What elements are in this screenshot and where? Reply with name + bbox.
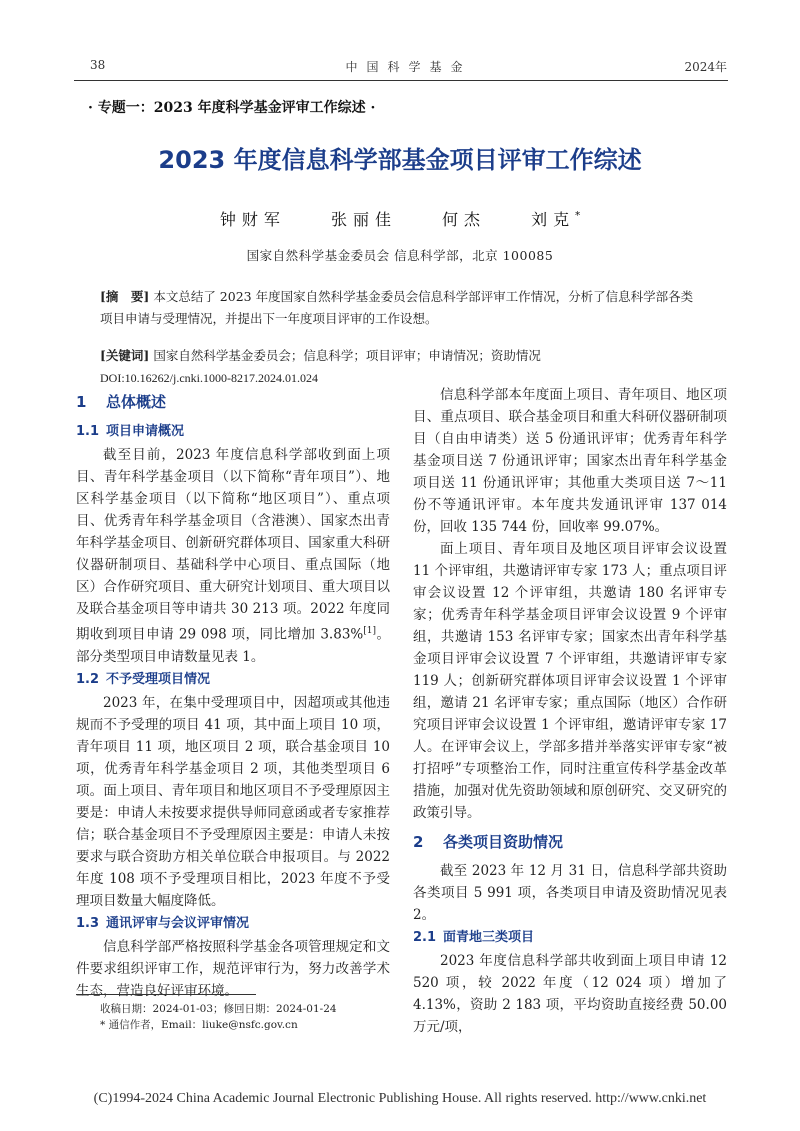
footnote-corresponding: * 通信作者，Email：liuke@nsfc.gov.cn xyxy=(100,1019,298,1031)
section-heading-2: 2 各类项目资助情况 xyxy=(413,833,564,851)
paragraph: 截至 2023 年 12 月 31 日，信息科学部共资助各类项目 5 991 项，各类项目申请及资助情况见表 2。 xyxy=(413,863,727,923)
paragraph: 截至目前，2023 年度信息科学部收到面上项目、青年科学基金项目（以下简称“青年项目”）、地区科学基金项目（以下简称“地区项目”）、重点项目、优秀青年科学基金项目（含港澳）、国家杰出青年科学基金项目、创新研究群体项目、国家重大科研仪器研制项目、基础科学中心项目、重点国际（地区）合作研究项目、重大研究计划项目、重大项目以及联合基金项目等申请共 30 213 项。2022 年度同期收到项目申请 29 098 项，同比增加 3.83%[1]。部分类型项目申请数量见表 1。 xyxy=(76,447,390,665)
affiliation: 国家自然科学基金委员会 信息科学部，北京 100085 xyxy=(246,248,554,263)
subsection-heading-2-1: 2.1 面青地三类项目 xyxy=(413,930,535,945)
author-2: 张丽佳 xyxy=(330,210,397,229)
paragraph: 2023 年，在集中受理项目中，因超项或其他违规而不予受理的项目 41 项，其中面上项目 10 项，青年项目 11 项，地区项目 2 项，联合基金项目 10 项，优秀青年科学基金项目 2 项，其他类型项目 6 项。面上项目、青年项目和地区项目不予受理原因主要是：申请人未按要求提供导师同意函或者专家推荐信；联合基金项目不予受理原因主要是：申请人未按要求与联合资助方相关单位联合申报项目。与 2022 年度 108 项不予受理项目相比，2023 年度不予受理项目数量大幅度降低。 xyxy=(76,694,390,909)
section-heading-1: 1 总体概述 xyxy=(76,393,167,411)
paragraph: 面上项目、青年项目及地区项目评审会议设置 11 个评审组，共邀请评审专家 173 人；重点项目评审会议设置 12 个评审组，共邀请 180 名评审专家；优秀青年科学基金项目评审会议设置 9 个评审组，共邀请 153 名评审专家；国家杰出青年科学基金项目评审会议设置 7 个评审组，共邀请评审专家 119 人；创新研究群体项目评审会议设置 1 个评审组，邀请 21 名评审专家；重点国际（地区）合作研究项目评审会议设置 1 个评审组，邀请评审专家 17 人。在评审会议上，学部多措并举落实评审专家“被打招呼”专项整治工作，同时注重宣传科学基金改革措施，加强对优先资助领域和原创研究、交叉研究的政策引导。 xyxy=(413,541,727,821)
footnotes xyxy=(100,1001,337,1033)
paragraph: 信息科学部本年度面上项目、青年项目、地区项目、重点项目、联合基金项目和重大科研仪器研制项目（自由申请类）送 5 份通讯评审；优秀青年科学基金项目送 7 份通讯评审；国家杰出青年科学基金项目送 11 份通讯评审；其他重大类项目送 7～11 份不等通讯评审。本年度共发通讯评审 137 014 份，回收 135 744 份，回收率 99.07%。 xyxy=(413,387,727,535)
copyright-notice: (C)1994-2024 China Academic Journal Electronic Publishing House. All rights reserved. http://www.cnki.net xyxy=(93,1091,707,1106)
footnote-dates: 收稿日期：2024-01-03；修回日期：2024-01-24 xyxy=(100,1003,337,1015)
right-column xyxy=(413,384,727,1038)
author-1: 钟财军 xyxy=(219,210,286,229)
abstract-label: [摘 要] xyxy=(100,289,150,304)
corresponding-mark: * xyxy=(575,210,581,222)
abstract xyxy=(100,286,700,330)
running-header xyxy=(90,58,727,76)
keywords-text: 国家自然科学基金委员会；信息科学；项目评审；申请情况；资助情况 xyxy=(153,348,541,363)
keywords-label: [关键词] xyxy=(100,348,150,363)
paper-title: 2023 年度信息科学部基金项目评审工作综述 xyxy=(158,146,642,174)
paragraph: 信息科学部严格按照科学基金各项管理规定和文件要求组织评审工作，规范评审行为，努力改善学术生态，营造良好评审环境。 xyxy=(76,938,390,999)
footnote-rule xyxy=(76,994,256,995)
paragraph: 2023 年度信息科学部共收到面上项目申请 12 520 项，较 2022 年度（12 024 项）增加了 4.13%，资助 2 183 项，平均资助直接经费 50.00 万元/项， xyxy=(413,953,727,1035)
page-number: 38 xyxy=(90,58,106,72)
citation-ref[interactable]: [1] xyxy=(363,626,376,636)
doi: DOI:10.16262/j.cnki.1000-8217.2024.01.024 xyxy=(100,371,318,385)
issue-year: 2024年 xyxy=(684,60,727,74)
abstract-text: 本文总结了 2023 年度国家自然科学基金委员会信息科学部评审工作情况，分析了信息科学部各类项目申请与受理情况，并提出下一年度项目评审的工作设想。 xyxy=(100,289,694,326)
author-list xyxy=(0,207,800,230)
left-column xyxy=(76,384,390,1002)
journal-name: 中国科学基金 xyxy=(345,60,472,74)
subsection-heading-1-3: 1.3 通讯评审与会议评审情况 xyxy=(76,915,250,931)
header-rule xyxy=(74,80,728,81)
special-topic: · 专题一：2023 年度科学基金评审工作综述 · xyxy=(88,100,376,116)
keywords xyxy=(100,346,700,366)
author-3: 何杰 xyxy=(442,210,487,229)
subsection-heading-1-1: 1.1 项目申请概况 xyxy=(76,424,185,439)
author-4: 刘克* xyxy=(531,210,581,229)
subsection-heading-1-2: 1.2 不予受理项目情况 xyxy=(76,671,211,687)
